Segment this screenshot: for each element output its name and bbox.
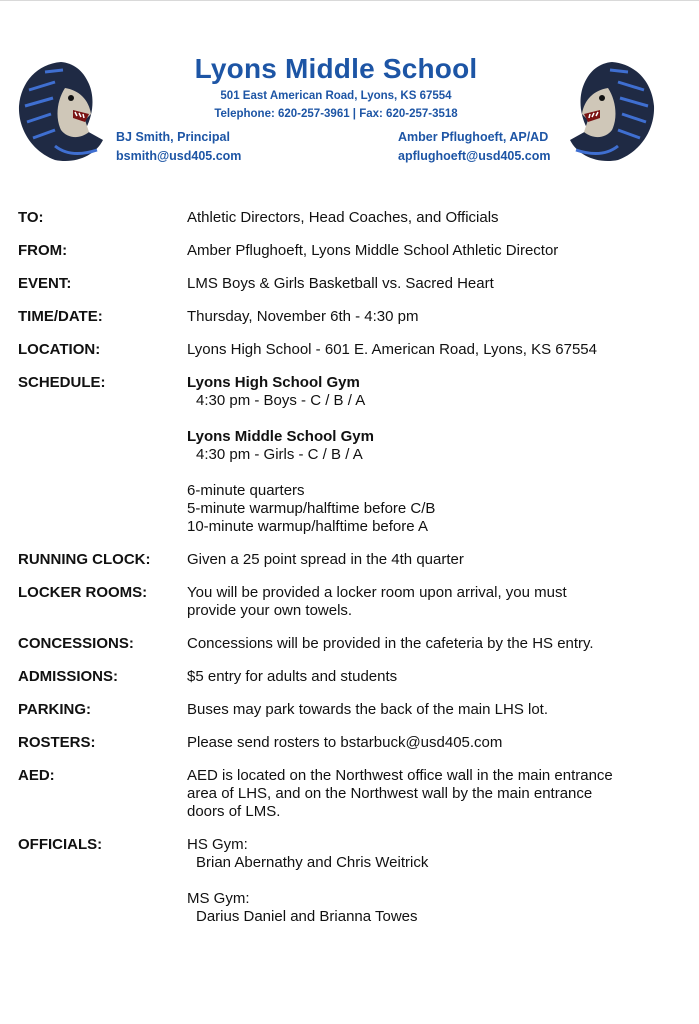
schedule-hs-block bbox=[187, 374, 678, 410]
memo-row-location bbox=[18, 341, 678, 359]
officials-hs-names: Brian Abernathy and Chris Weitrick bbox=[196, 854, 429, 871]
memo-row-concessions bbox=[18, 635, 678, 653]
schedule-note-cb: 5-minute warmup/halftime before C/B bbox=[187, 500, 436, 517]
officials-value bbox=[187, 836, 678, 926]
locker-rooms-line-2: provide your own towels. bbox=[187, 602, 353, 619]
principal-name: BJ Smith, Principal bbox=[116, 130, 230, 144]
officials-ms-label: MS Gym: bbox=[187, 890, 250, 907]
admissions-label: ADMISSIONS: bbox=[18, 668, 119, 685]
time-date-value: Thursday, November 6th - 4:30 pm bbox=[187, 308, 419, 325]
schedule-note-quarters: 6-minute quarters bbox=[187, 482, 305, 499]
memo-row-running-clock bbox=[18, 551, 678, 569]
memo-row-officials bbox=[18, 836, 678, 926]
schedule-note-a: 10-minute warmup/halftime before A bbox=[187, 518, 428, 535]
event-label: EVENT: bbox=[18, 275, 72, 292]
from-label: FROM: bbox=[18, 242, 68, 259]
memo-row-rosters bbox=[18, 734, 678, 752]
ap-ad-contact bbox=[398, 128, 550, 166]
parking-value: Buses may park towards the back of the main LHS lot. bbox=[187, 701, 549, 718]
school-name: Lyons Middle School bbox=[194, 53, 478, 84]
to-value: Athletic Directors, Head Coaches, and Officials bbox=[187, 209, 499, 226]
memo-row-event bbox=[18, 275, 678, 293]
parking-label: PARKING: bbox=[18, 701, 92, 718]
aed-value bbox=[187, 767, 678, 821]
time-date-label: TIME/DATE: bbox=[18, 308, 103, 325]
officials-label: OFFICIALS: bbox=[18, 836, 103, 853]
aed-line-1: AED is located on the Northwest office wall in the main entrance bbox=[187, 767, 613, 784]
schedule-hs-gym: Lyons High School Gym bbox=[187, 374, 360, 391]
ap-ad-name: Amber Pflughoeft, AP/AD bbox=[398, 130, 549, 144]
concessions-label: CONCESSIONS: bbox=[18, 635, 134, 652]
principal-contact bbox=[116, 128, 241, 166]
memo-row-parking bbox=[18, 701, 678, 719]
schedule-notes bbox=[187, 482, 678, 536]
from-value: Amber Pflughoeft, Lyons Middle School Athletic Director bbox=[187, 242, 559, 259]
schedule-ms-gym: Lyons Middle School Gym bbox=[187, 428, 374, 445]
rosters-value: Please send rosters to bstarbuck@usd405.com bbox=[187, 734, 503, 751]
locker-rooms-line-1: You will be provided a locker room upon arrival, you must bbox=[187, 584, 567, 601]
school-address: 501 East American Road, Lyons, KS 67554 bbox=[220, 90, 452, 102]
schedule-ms-time: 4:30 pm - Girls - C / B / A bbox=[196, 446, 363, 463]
schedule-ms-block bbox=[187, 428, 678, 464]
location-label: LOCATION: bbox=[18, 341, 101, 358]
locker-rooms-value bbox=[187, 584, 678, 620]
location-value: Lyons High School - 601 E. American Road, Lyons, KS 67554 bbox=[187, 341, 597, 358]
running-clock-value: Given a 25 point spread in the 4th quarter bbox=[187, 551, 464, 568]
to-label: TO: bbox=[18, 209, 44, 226]
event-value: LMS Boys & Girls Basketball vs. Sacred Heart bbox=[187, 275, 494, 292]
admissions-value: $5 entry for adults and students bbox=[187, 668, 398, 685]
schedule-label: SCHEDULE: bbox=[18, 374, 106, 391]
aed-line-3: doors of LMS. bbox=[187, 803, 281, 820]
school-phones: Telephone: 620-257-3961 | Fax: 620-257-3518 bbox=[214, 108, 458, 120]
memo-row-time-date bbox=[18, 308, 678, 326]
rosters-label: ROSTERS: bbox=[18, 734, 96, 751]
officials-hs-label: HS Gym: bbox=[187, 836, 248, 853]
schedule-value bbox=[187, 374, 678, 536]
concessions-value: Concessions will be provided in the cafeteria by the HS entry. bbox=[187, 635, 594, 652]
memo-row-to bbox=[18, 209, 678, 227]
ap-ad-email[interactable]: apflughoeft@usd405.com bbox=[398, 149, 551, 163]
officials-ms-names: Darius Daniel and Brianna Towes bbox=[196, 908, 418, 925]
memo-row-admissions bbox=[18, 668, 678, 686]
officials-ms-block bbox=[187, 890, 678, 926]
memo-row-aed bbox=[18, 767, 678, 821]
memo-row-schedule bbox=[18, 374, 678, 536]
principal-email[interactable]: bsmith@usd405.com bbox=[116, 149, 242, 163]
locker-rooms-label: LOCKER ROOMS: bbox=[18, 584, 148, 601]
memo-row-locker-rooms bbox=[18, 584, 678, 620]
memo-body bbox=[18, 209, 678, 941]
memo-row-from bbox=[18, 242, 678, 260]
aed-line-2: area of LHS, and on the Northwest wall by the main entrance bbox=[187, 785, 593, 802]
running-clock-label: RUNNING CLOCK: bbox=[18, 551, 151, 568]
aed-label: AED: bbox=[18, 767, 55, 784]
officials-hs-block bbox=[187, 836, 678, 872]
schedule-hs-time: 4:30 pm - Boys - C / B / A bbox=[196, 392, 366, 409]
top-divider bbox=[0, 0, 699, 1]
